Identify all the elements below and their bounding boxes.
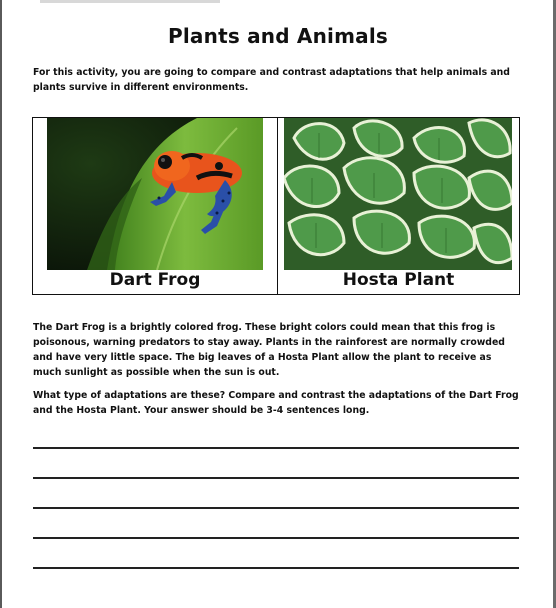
answer-line[interactable]: [33, 507, 519, 509]
intro-text: For this activity, you are going to compare and contrast adaptations that help animals and plants survive in different environments.: [33, 67, 510, 93]
hosta-plant-photo: [284, 118, 512, 270]
hosta-plant-panel: [278, 118, 519, 294]
description-text: The Dart Frog is a brightly colored frog. These bright colors could mean that this frog is poisonous, warning predators to stay away. Plants in the rainforest are normally crowded and have very little space. The big leaves of a Hosta Plant allow the plant to receive as much sunlight as possible when the sun is out.: [33, 322, 505, 378]
dart-frog-panel: [33, 118, 277, 294]
answer-line[interactable]: [33, 567, 519, 569]
answer-line[interactable]: [33, 477, 519, 479]
answer-line[interactable]: [33, 447, 519, 449]
answer-line[interactable]: [33, 537, 519, 539]
hosta-plant-caption: Hosta Plant: [342, 270, 455, 290]
dart-frog-caption: Dart Frog: [109, 270, 201, 290]
page-left-edge: [0, 0, 2, 608]
dart-frog-photo: [47, 118, 263, 270]
question-text: What type of adaptations are these? Compare and contrast the adaptations of the Dart Frog and the Hosta Plant. Your answer should be 3-4 sentences long.: [33, 390, 519, 416]
page-title: Plants and Animals: [168, 24, 388, 48]
top-cut-off-text: [40, 0, 220, 3]
comparison-figure: [32, 117, 520, 295]
